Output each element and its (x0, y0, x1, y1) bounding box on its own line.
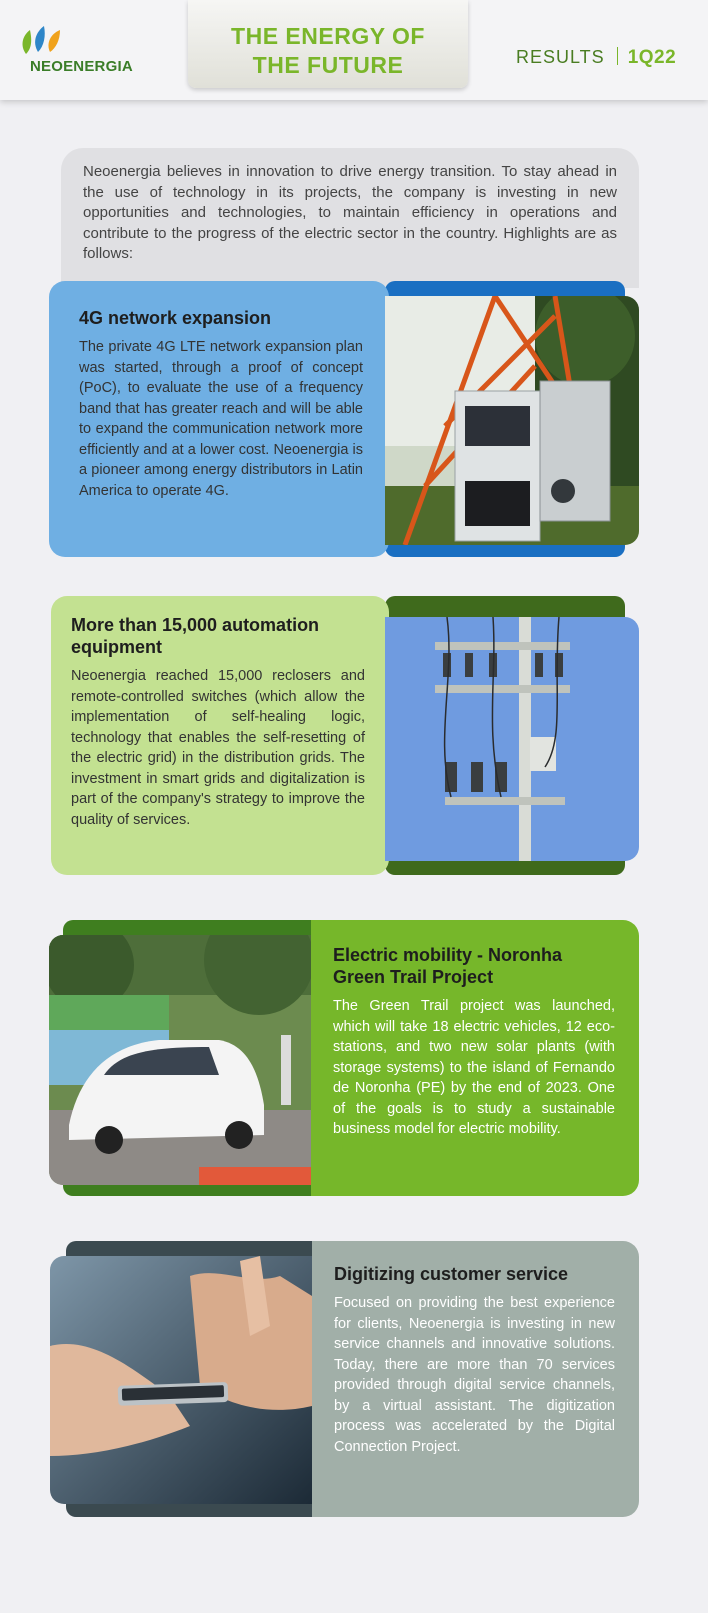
text-panel (51, 596, 389, 875)
section-title: Electric mobility - Noronha Green Trail Project (333, 945, 563, 987)
section-body: The Green Trail project was launched, which will take 18 electric vehicles, 12 eco-stations, and two new solar plants (with storage systems) to the island of Fernando de Noronha (PE) by the end of 2023. One of the goals is to study a sustainable business model for electric mobility. (333, 998, 615, 1137)
recloser-pole-photo (385, 617, 639, 861)
smartphone-hands-photo (50, 1256, 312, 1504)
section-title: 4G network expansion (79, 308, 272, 328)
section-title: Digitizing customer service (334, 1264, 569, 1284)
title-line-2: THE FUTURE (252, 52, 404, 78)
section-body: Focused on providing the best experience for clients, Neoenergia is investing in new service channels and innovative solutions. Today, there are more than 70 services provided through digital service channels, by a virtual assistant. The digitization process was accelerated by the Digital Connection Project. (334, 1295, 615, 1455)
section-body: Neoenergia reached 15,000 reclosers and remote-controlled switches (which allow the implementation of self-healing logic, technology that enables the self-resetting of the electric grid) in the distribution grids. The investment in smart grids and digitalization is part of the company's strategy to improve the quality of services. (71, 668, 365, 828)
telecom-cabinet-photo (385, 296, 639, 545)
results-label-group (516, 47, 676, 69)
text-panel (311, 920, 639, 1196)
divider (617, 47, 618, 65)
electric-car-photo (49, 935, 311, 1185)
intro-text: Neoenergia believes in innovation to drive energy transition. To stay ahead in the use of technology in its projects, the company is investing in new opportunities and technologies, to maintain efficiency in operations and contribute to the progress of the electric sector in the country. Highlights are as follows: (61, 148, 639, 288)
results-label: RESULTS (516, 47, 605, 67)
period-label: 1Q22 (627, 47, 677, 68)
header (0, 0, 708, 100)
text-panel (49, 281, 389, 557)
neoenergia-logo-icon (20, 24, 64, 56)
text-panel (312, 1241, 639, 1517)
section-body: The private 4G LTE network expansion plan was started, through a proof of concept (PoC), to evaluate the use of a frequency band that has greater reach and will be able to expand the communication network more efficiently and at a lower cost. Neoenergia is a pioneer among energy distributors in Latin America to operate 4G. (79, 339, 363, 499)
section-title: More than 15,000 automation equipment (71, 615, 320, 657)
title-line-1: THE ENERGY OF (231, 23, 425, 49)
logo-text: NEOENERGIA (30, 58, 133, 75)
page-title (188, 0, 468, 88)
